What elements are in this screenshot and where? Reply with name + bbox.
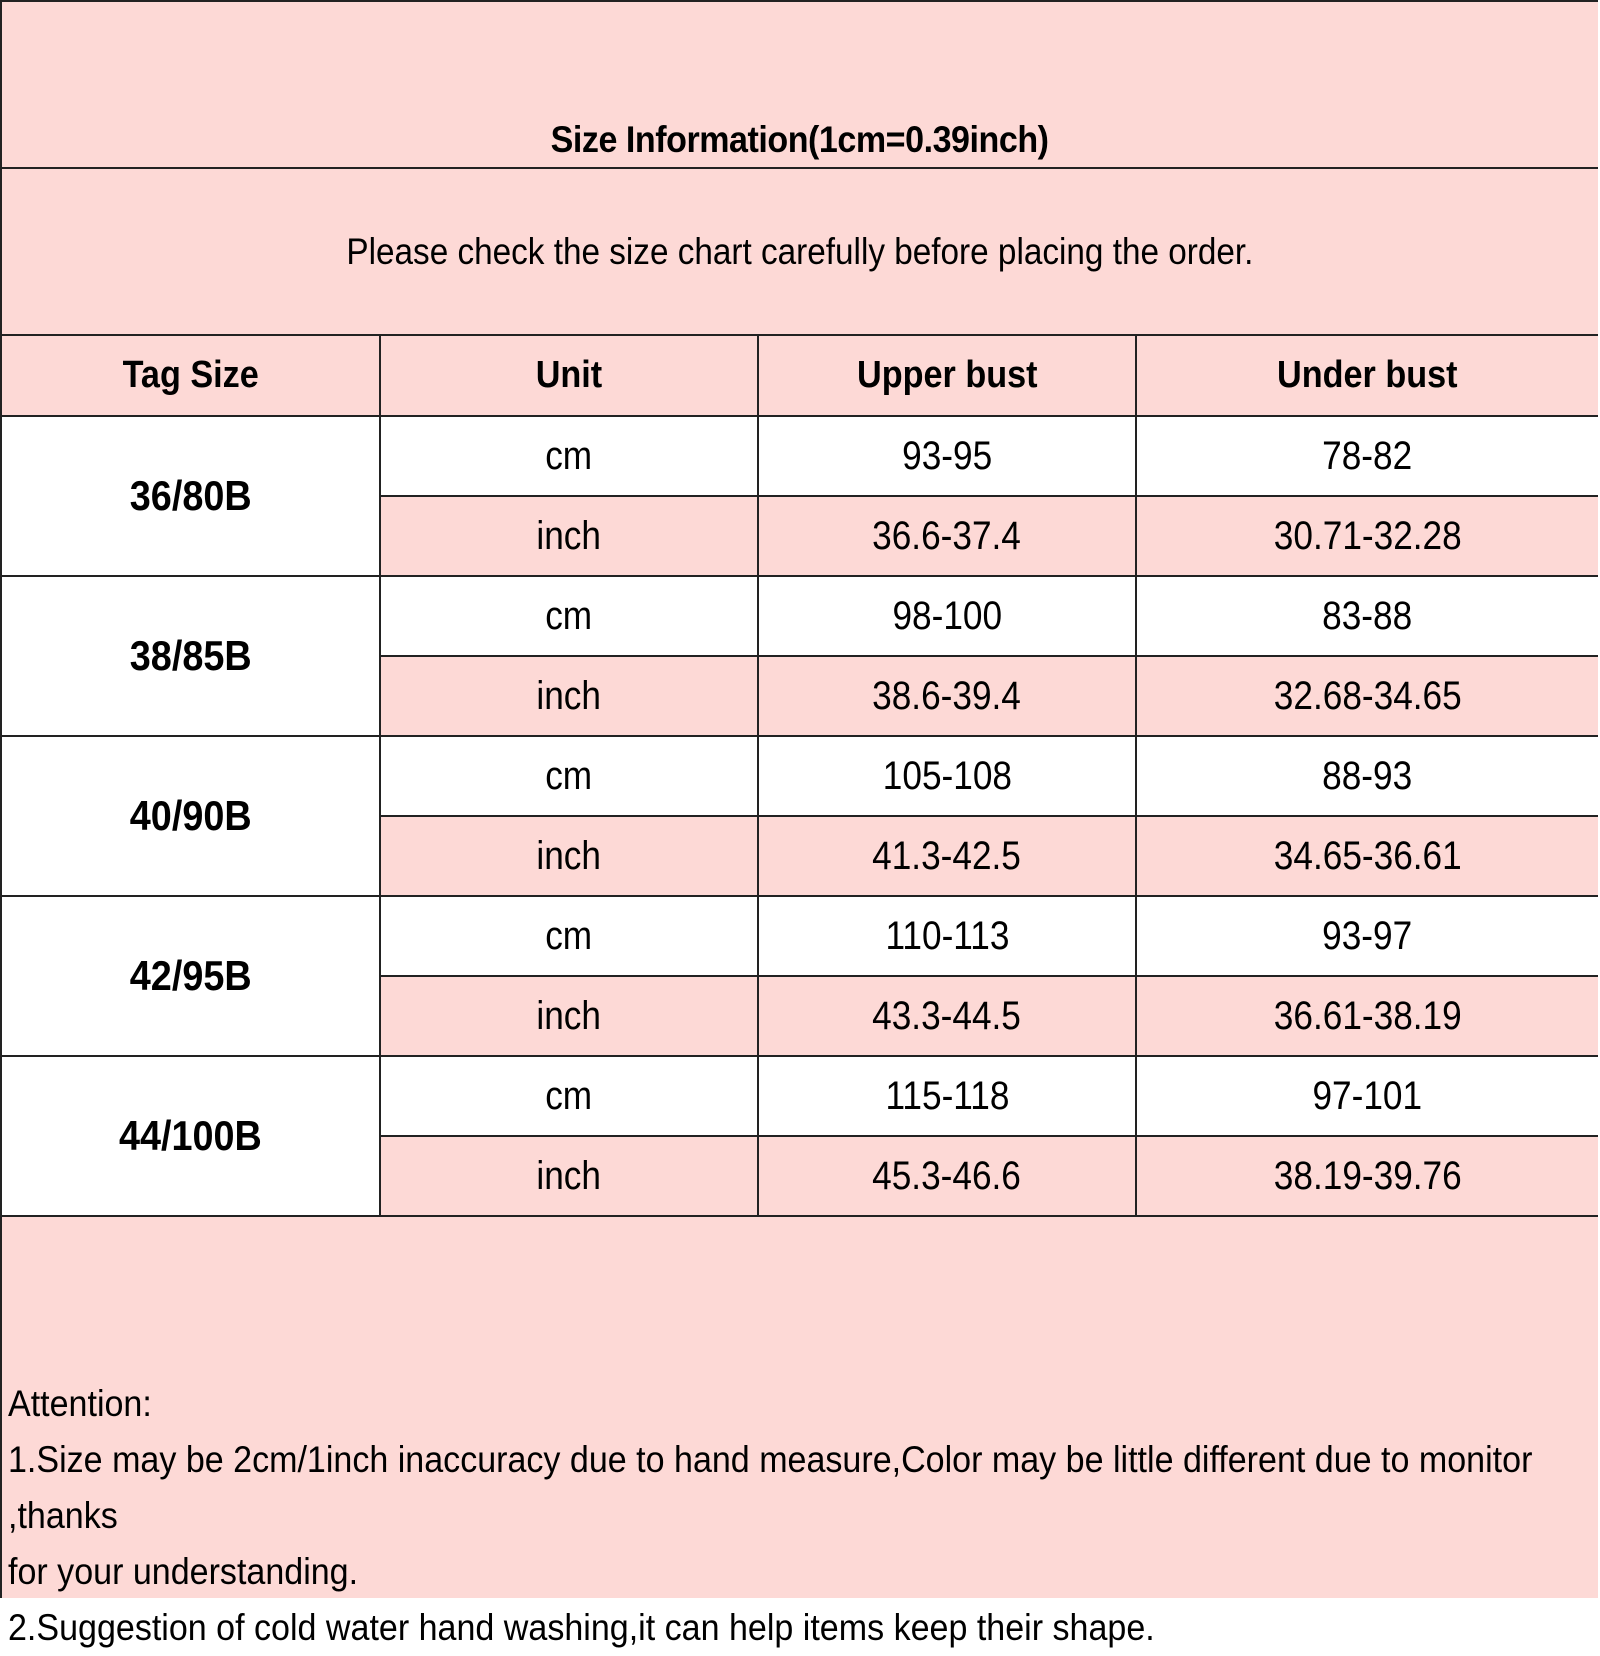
unit-cell: inch — [380, 1136, 758, 1216]
under-bust-cell: 78-82 — [1136, 416, 1598, 496]
attention-heading: Attention: — [8, 1383, 152, 1424]
attention-section — [2, 1264, 1598, 1648]
tag-size-cell: 38/85B — [2, 576, 380, 736]
header-under-bust: Under bust — [1136, 336, 1598, 416]
unit-cell: inch — [380, 816, 758, 896]
size-table — [2, 336, 1598, 1217]
upper-bust-cell: 110-113 — [758, 896, 1136, 976]
notice-row — [2, 169, 1598, 336]
upper-bust-cell: 105-108 — [758, 736, 1136, 816]
under-bust-cell: 88-93 — [1136, 736, 1598, 816]
table-row — [2, 896, 1598, 976]
table-row — [2, 576, 1598, 656]
under-bust-cell: 97-101 — [1136, 1056, 1598, 1136]
upper-bust-cell: 45.3-46.6 — [758, 1136, 1136, 1216]
upper-bust-cell: 98-100 — [758, 576, 1136, 656]
upper-bust-cell: 115-118 — [758, 1056, 1136, 1136]
unit-cell: cm — [380, 896, 758, 976]
table-row — [2, 736, 1598, 816]
tag-size-cell: 44/100B — [2, 1056, 380, 1216]
under-bust-cell: 34.65-36.61 — [1136, 816, 1598, 896]
under-bust-cell: 32.68-34.65 — [1136, 656, 1598, 736]
header-unit: Unit — [380, 336, 758, 416]
unit-cell: inch — [380, 656, 758, 736]
attention-line-1-cont: for your understanding. — [8, 1551, 359, 1592]
header-tag-size: Tag Size — [2, 336, 380, 416]
unit-cell: cm — [380, 576, 758, 656]
upper-bust-cell: 43.3-44.5 — [758, 976, 1136, 1056]
tag-size-cell: 36/80B — [2, 416, 380, 576]
under-bust-cell: 83-88 — [1136, 576, 1598, 656]
unit-cell: inch — [380, 496, 758, 576]
title-row — [2, 2, 1598, 169]
notice-text: Please check the size chart carefully before placing the order. — [346, 230, 1254, 272]
tag-size-cell: 42/95B — [2, 896, 380, 1056]
attention-line-1: 1.Size may be 2cm/1inch inaccuracy due to hand measure,Color may be little different due to monitor ,thanks — [8, 1439, 1533, 1536]
page-title: Size Information(1cm=0.39inch) — [551, 119, 1049, 160]
attention-line-2: 2.Suggestion of cold water hand washing,it can help items keep their shape. — [8, 1607, 1155, 1648]
table-header-row — [2, 336, 1598, 416]
unit-cell: cm — [380, 416, 758, 496]
under-bust-cell: 36.61-38.19 — [1136, 976, 1598, 1056]
under-bust-cell: 30.71-32.28 — [1136, 496, 1598, 576]
tag-size-cell: 40/90B — [2, 736, 380, 896]
table-row — [2, 416, 1598, 496]
upper-bust-cell: 93-95 — [758, 416, 1136, 496]
under-bust-cell: 38.19-39.76 — [1136, 1136, 1598, 1216]
upper-bust-cell: 36.6-37.4 — [758, 496, 1136, 576]
under-bust-cell: 93-97 — [1136, 896, 1598, 976]
unit-cell: cm — [380, 736, 758, 816]
header-upper-bust: Upper bust — [758, 336, 1136, 416]
table-row — [2, 1056, 1598, 1136]
upper-bust-cell: 38.6-39.4 — [758, 656, 1136, 736]
upper-bust-cell: 41.3-42.5 — [758, 816, 1136, 896]
unit-cell: cm — [380, 1056, 758, 1136]
unit-cell: inch — [380, 976, 758, 1056]
